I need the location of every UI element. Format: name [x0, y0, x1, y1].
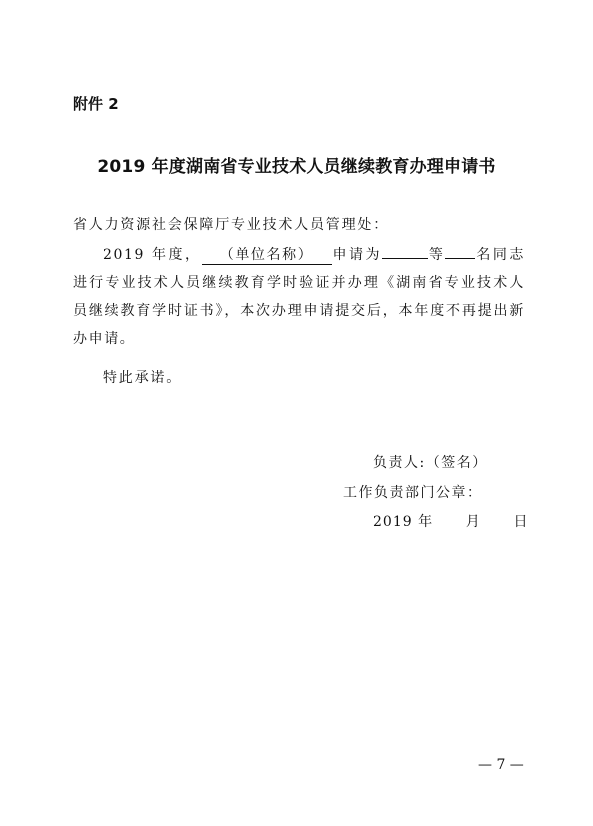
body-intro: 2019 年度，: [103, 247, 202, 263]
date-line: 2019 年 月 日: [373, 514, 529, 530]
addressee: 省人力资源社会保障厅专业技术人员管理处：: [73, 217, 389, 233]
department-stamp-line: 工作负责部门公章：: [343, 485, 483, 501]
pledge-statement: 特此承诺。: [103, 370, 182, 386]
attachment-label: 附件 2: [73, 95, 119, 113]
document-title: 2019 年度湖南省专业技术人员继续教育办理申请书: [97, 157, 496, 177]
page-number: — 7 —: [478, 757, 524, 773]
signer-line: 负责人:（签名）: [373, 455, 488, 471]
body-etc-text: 等: [428, 247, 446, 263]
unit-name-blank: （单位名称）: [202, 247, 332, 265]
applicant-name-blank: [382, 241, 428, 259]
applicant-count-blank: [445, 241, 475, 259]
application-body: [73, 241, 525, 353]
body-main-text: 名同志进行专业技术人员继续教育学时验证并办理《湖南省专业技术人员继续教育学时证书》，本次办理申请提交后，本年度不再提出新办申请。: [73, 247, 525, 347]
body-apply-text: 申请为: [331, 247, 383, 263]
